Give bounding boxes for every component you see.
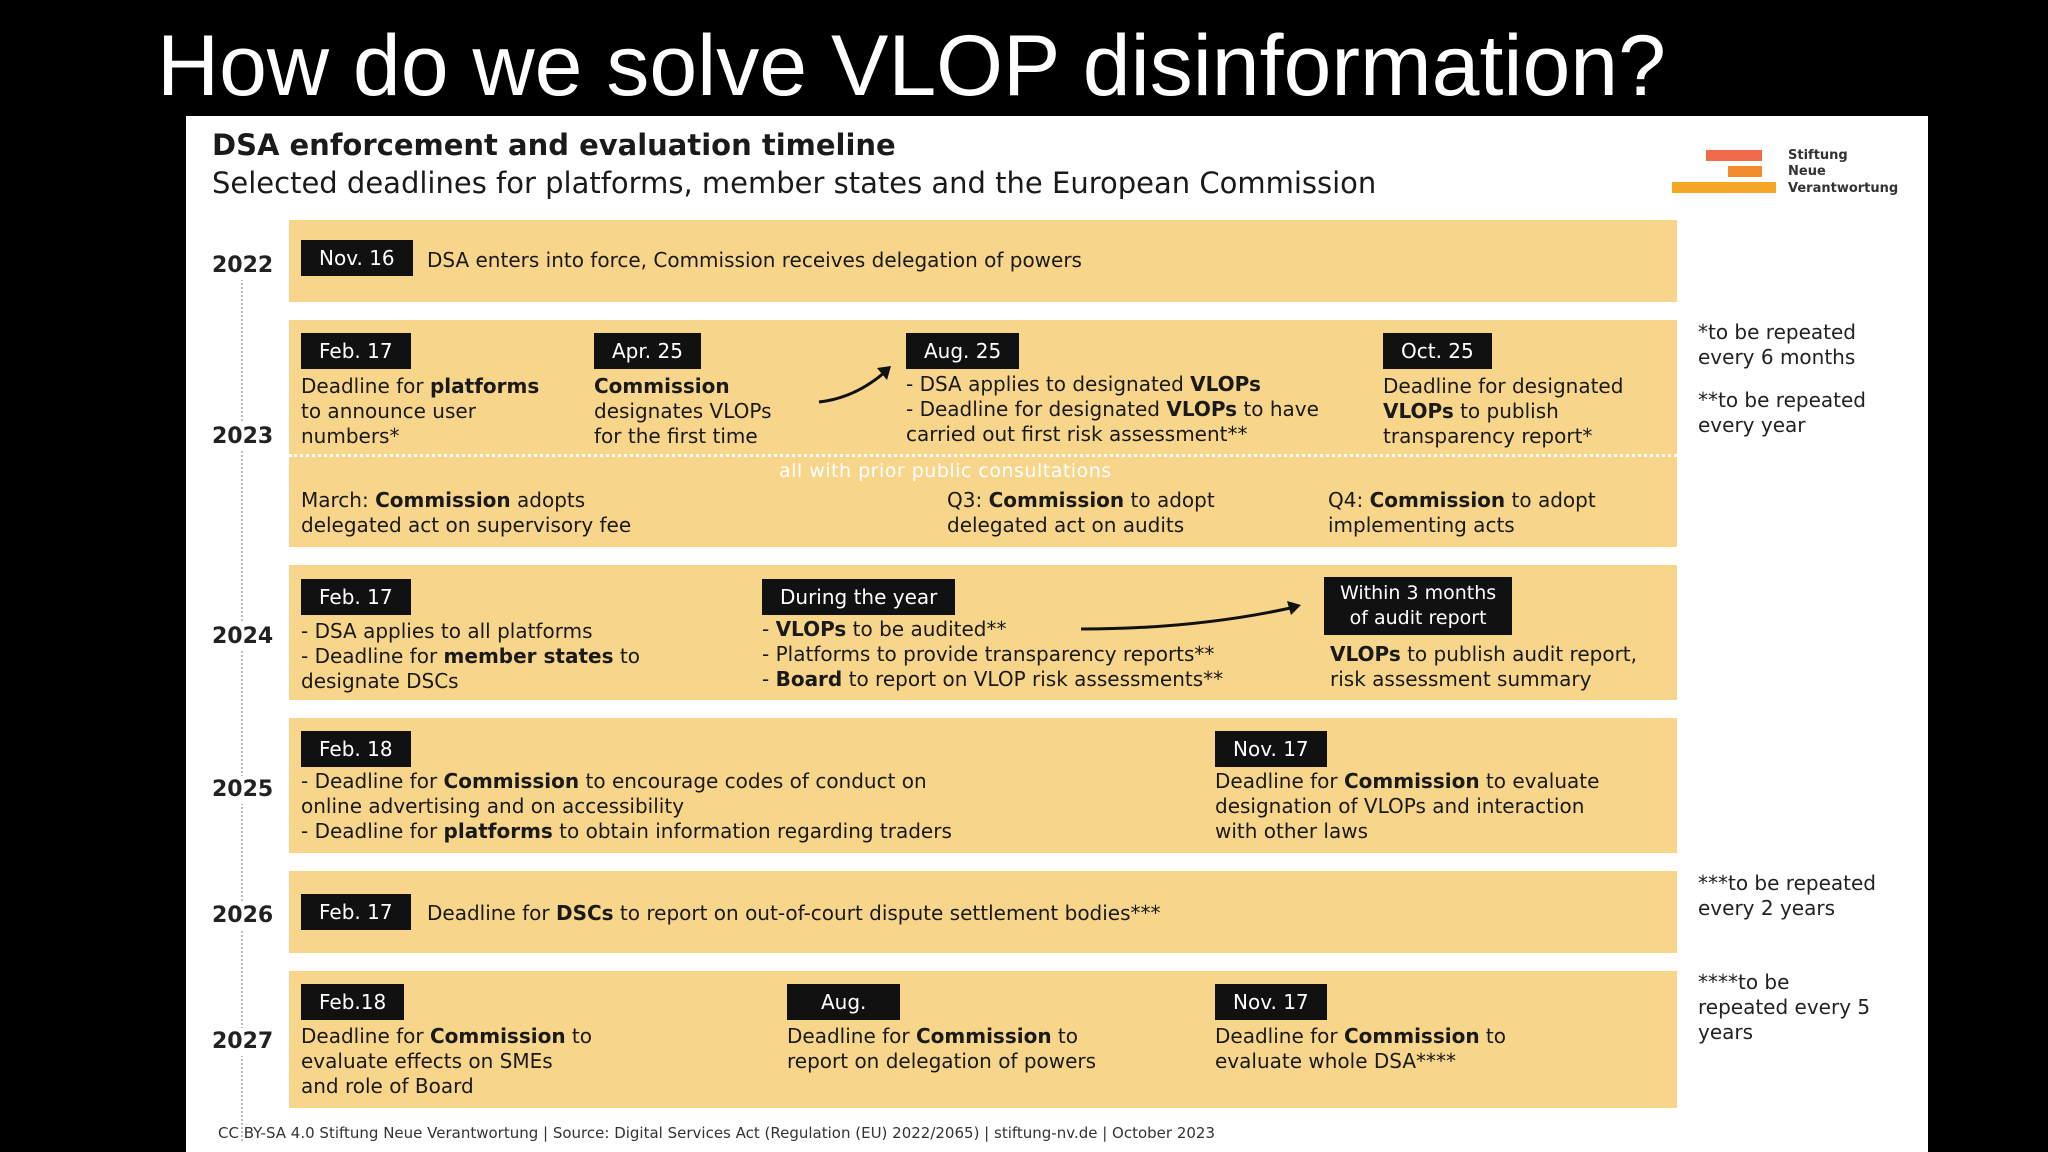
date-badge: During the year <box>762 579 955 615</box>
event-text: - DSA applies to all platforms <box>301 619 593 643</box>
event-text: for the first time <box>594 424 758 448</box>
year-2026: 2026 <box>212 903 274 928</box>
infographic-subtitle: Selected deadlines for platforms, member states and the European Commission <box>212 166 1377 200</box>
event-text: designates VLOPs <box>594 399 772 423</box>
event-text: - Deadline for platforms to obtain information regarding traders <box>301 819 952 843</box>
panel-2026 <box>289 871 1677 953</box>
logo-text-line3: Verantwortung <box>1788 181 1899 196</box>
event-text: Deadline for Commission to <box>787 1024 1079 1048</box>
event-text: report on delegation of powers <box>787 1049 1097 1073</box>
footnote-5-years: ****to be repeated every 5 years <box>1698 970 1871 1044</box>
event-text: - Platforms to provide transparency reports** <box>762 642 1215 666</box>
date-badge: Aug. 25 <box>906 333 1019 369</box>
date-badge: Feb.18 <box>301 984 404 1020</box>
footnote-6-months: *to be repeated every 6 months <box>1698 320 1856 369</box>
arrow-icon <box>815 360 905 410</box>
stiftung-logo <box>1672 142 1902 202</box>
logo-bar-3 <box>1672 182 1776 193</box>
event-text: Deadline for Commission to <box>1215 1024 1507 1048</box>
date-badge: Oct. 25 <box>1383 333 1492 369</box>
panel-2024 <box>289 565 1677 700</box>
event-text: - VLOPs to be audited** <box>762 617 1007 641</box>
panel-2025 <box>289 718 1677 853</box>
event-text: - Deadline for member states to <box>301 644 640 668</box>
date-badge: Nov. 17 <box>1215 984 1327 1020</box>
event-text: numbers* <box>301 424 400 448</box>
year-2023: 2023 <box>212 424 274 449</box>
event-text: March: Commission adopts <box>301 488 586 512</box>
year-2025: 2025 <box>212 777 274 802</box>
event-text: Deadline for DSCs to report on out-of-court dispute settlement bodies*** <box>427 901 1161 925</box>
year-2024: 2024 <box>212 624 274 649</box>
panel-2027 <box>289 971 1677 1108</box>
infographic-card <box>186 116 1928 1152</box>
logo-bar-1 <box>1706 150 1762 161</box>
event-text: carried out first risk assessment** <box>906 422 1248 446</box>
source-footer: CC BY-SA 4.0 Stiftung Neue Verantwortung | Source: Digital Services Act (Regulation (EU) 2022/2065) | stiftung-nv.de | October 2023 <box>218 1124 1216 1142</box>
event-text: designation of VLOPs and interaction <box>1215 794 1585 818</box>
logo-text-line2: Neue <box>1788 164 1826 179</box>
event-text: Deadline for platforms <box>301 374 540 398</box>
date-badge: Feb. 17 <box>301 894 411 930</box>
event-text: and role of Board <box>301 1074 474 1098</box>
year-2022: 2022 <box>212 253 274 278</box>
date-badge: Apr. 25 <box>594 333 701 369</box>
panel-2022 <box>289 220 1677 302</box>
event-text: DSA enters into force, Commission receives delegation of powers <box>427 248 1082 272</box>
event-text: - Deadline for designated VLOPs to have <box>906 397 1319 421</box>
date-badge: Nov. 16 <box>301 240 413 276</box>
event-text: risk assessment summary <box>1330 667 1592 691</box>
event-text: to announce user <box>301 399 476 423</box>
event-text: - Deadline for Commission to encourage codes of conduct on <box>301 769 927 793</box>
logo-text-line1: Stiftung <box>1788 148 1848 163</box>
event-text: designate DSCs <box>301 669 459 693</box>
event-text: online advertising and on accessibility <box>301 794 685 818</box>
timeline-axis <box>241 271 243 1141</box>
date-badge: Nov. 17 <box>1215 731 1327 767</box>
infographic-title: DSA enforcement and evaluation timeline <box>212 128 896 162</box>
event-text: evaluate effects on SMEs <box>301 1049 553 1073</box>
event-text: Deadline for Commission to <box>301 1024 593 1048</box>
separator <box>289 454 1677 457</box>
event-text: VLOPs to publish <box>1383 399 1559 423</box>
event-text: - DSA applies to designated VLOPs <box>906 372 1261 396</box>
event-text: with other laws <box>1215 819 1369 843</box>
panel-2023 <box>289 320 1677 547</box>
logo-bar-2 <box>1728 166 1762 177</box>
event-text: Deadline for designated <box>1383 374 1624 398</box>
date-badge: Aug. <box>787 984 900 1020</box>
date-badge: Feb. 17 <box>301 579 411 615</box>
event-text: implementing acts <box>1328 513 1515 537</box>
event-text: delegated act on audits <box>947 513 1185 537</box>
event-text: Commission <box>594 374 730 398</box>
event-text: transparency report* <box>1383 424 1593 448</box>
date-badge: Within 3 months of audit report <box>1324 577 1512 635</box>
event-text: delegated act on supervisory fee <box>301 513 632 537</box>
footnote-2-years: ***to be repeated every 2 years <box>1698 871 1876 920</box>
event-text: evaluate whole DSA**** <box>1215 1049 1457 1073</box>
slide-title: How do we solve VLOP disinformation? <box>157 18 1666 114</box>
date-badge: Feb. 17 <box>301 333 411 369</box>
event-text: Deadline for Commission to evaluate <box>1215 769 1600 793</box>
year-2027: 2027 <box>212 1029 274 1054</box>
event-text: Q3: Commission to adopt <box>947 488 1215 512</box>
event-text: Q4: Commission to adopt <box>1328 488 1596 512</box>
arrow-icon <box>1077 595 1317 635</box>
footnote-every-year: **to be repeated every year <box>1698 388 1866 437</box>
consultation-note: all with prior public consultations <box>779 460 1112 482</box>
event-text: VLOPs to publish audit report, <box>1330 642 1637 666</box>
date-badge: Feb. 18 <box>301 731 411 767</box>
event-text: - Board to report on VLOP risk assessments** <box>762 667 1224 691</box>
